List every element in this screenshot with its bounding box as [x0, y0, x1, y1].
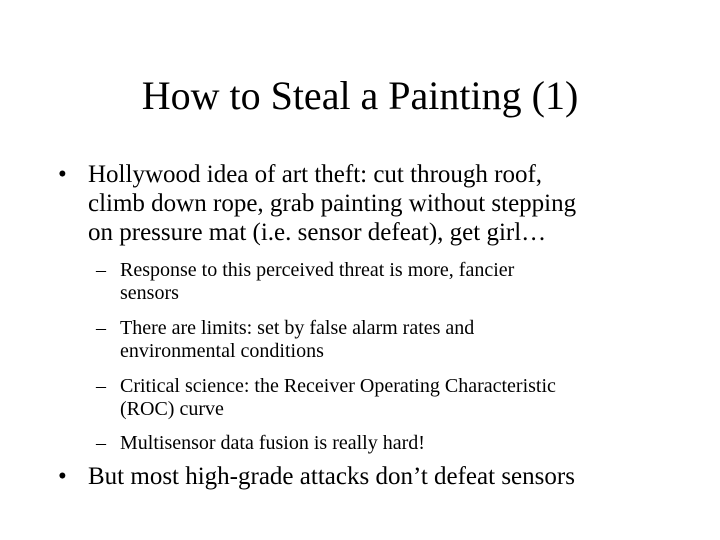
bullet-line: climb down rope, grab painting without stepping: [88, 190, 577, 217]
bullet-mark: •: [58, 161, 67, 188]
sub-bullet-line: Response to this perceived threat is more, fancier: [120, 259, 515, 281]
sub-bullet-text: [120, 375, 700, 421]
sub-bullet-line: environmental conditions: [120, 340, 324, 362]
sub-bullet-line: Multisensor data fusion is really hard!: [120, 432, 425, 454]
sub-bullet-line: (ROC) curve: [120, 398, 224, 420]
bullet-line: on pressure mat (i.e. sensor defeat), get girl…: [88, 219, 547, 246]
bullet-mark: •: [58, 463, 67, 490]
sub-bullet-line: There are limits: set by false alarm rates and: [120, 317, 475, 339]
bullet-text: [88, 462, 708, 491]
slide-title: How to Steal a Painting (1): [141, 73, 579, 118]
bullet-line: Hollywood idea of art theft: cut through roof,: [88, 161, 543, 188]
sub-bullet-mark: –: [96, 259, 106, 281]
bullet-line: But most high-grade attacks don’t defeat sensors: [88, 463, 575, 490]
sub-bullet-mark: –: [96, 432, 106, 454]
bullet-text: [88, 160, 708, 247]
sub-bullet-text: [120, 317, 700, 363]
sub-bullet-line: sensors: [120, 282, 179, 304]
sub-bullet-text: [120, 259, 700, 305]
sub-bullet-text: [120, 432, 700, 455]
sub-bullet-mark: –: [96, 317, 106, 339]
sub-bullet-line: Critical science: the Receiver Operating Characteristic: [120, 375, 556, 397]
sub-bullet-mark: –: [96, 375, 106, 397]
